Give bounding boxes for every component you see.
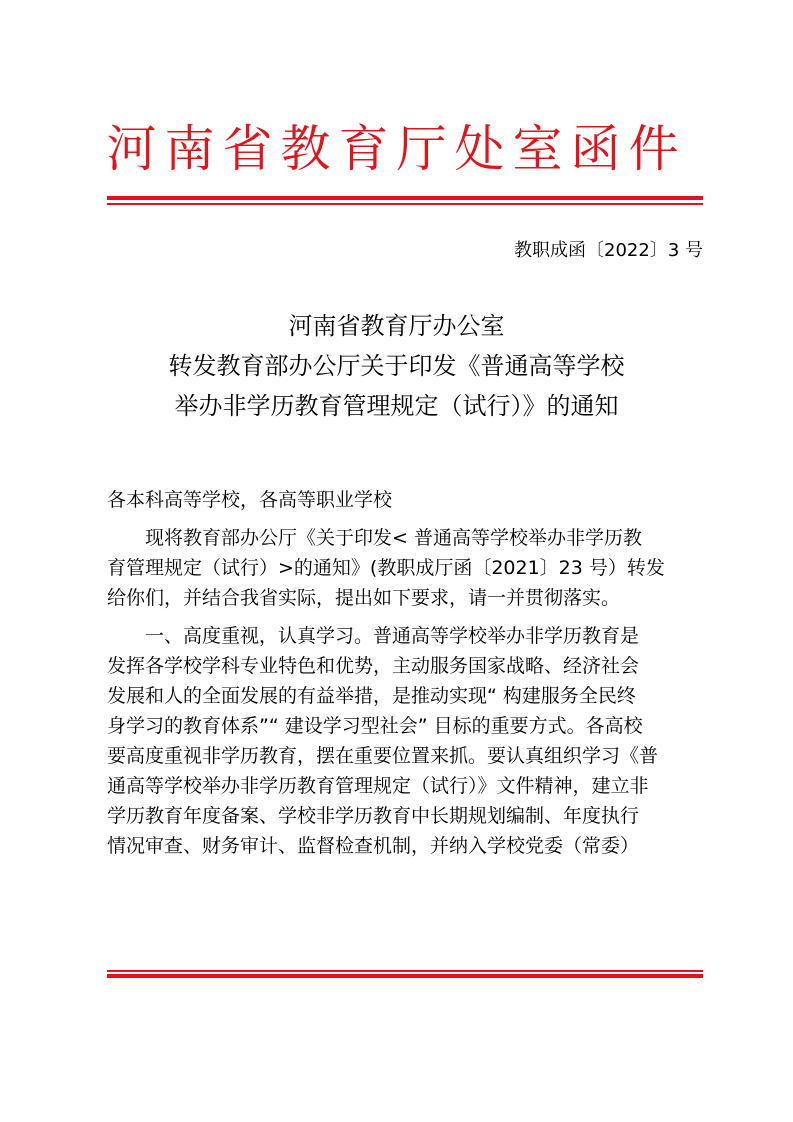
paragraph-line: 身学习的教育体系”“ 建设学习型社会” 目标的重要方式。各高校 — [107, 715, 643, 737]
paragraph-line: 要高度重视非学历教育，摆在重要位置来抓。要认真组织学习《普 — [107, 745, 659, 767]
paragraph-line: 一、高度重视，认真学习。普通高等学校举办非学历教育是 — [145, 625, 640, 647]
title-line: 举办非学历教育管理规定（试行）》的通知 — [174, 392, 619, 420]
document-number: 教职成函〔2022〕3 号 — [514, 240, 703, 261]
paragraph-1 — [107, 523, 707, 613]
paragraph-line: 学历教育年度备案、学校非学历教育中长期规划编制、年度执行 — [107, 805, 640, 827]
document-body — [107, 485, 707, 861]
paragraph-line: 通高等学校举办非学历教育管理规定（试行）》文件精神，建立非 — [107, 775, 649, 797]
paragraph-line: 情况审查、财务审计、监督检查机制，并纳入学校党委（常委） — [107, 835, 640, 857]
paragraph-2 — [107, 621, 707, 861]
paragraph-line: 给你们，并结合我省实际，提出如下要求，请一并贯彻落实。 — [107, 587, 621, 609]
footer-rule-thick — [107, 974, 703, 978]
document-title — [0, 306, 793, 426]
masthead-rule-thick — [107, 196, 703, 200]
title-line: 河南省教育厅办公室 — [288, 312, 505, 340]
masthead-title: 河南省教育厅处室函件 — [106, 120, 687, 178]
footer-rule-thin — [107, 970, 703, 972]
title-line: 转发教育部办公厅关于印发《普通高等学校 — [168, 352, 625, 380]
salutation: 各本科高等学校，各高等职业学校 — [107, 489, 393, 511]
masthead-rule-thin — [107, 203, 703, 205]
paragraph-line: 育管理规定（试行）>的通知》(教职成厅函〔2021〕23 号）转发 — [107, 557, 665, 579]
paragraph-line: 发展和人的全面发展的有益举措，是推动实现“ 构建服务全民终 — [107, 685, 636, 707]
paragraph-line: 发挥各学校学科专业特色和优势，主动服务国家战略、经济社会 — [107, 655, 640, 677]
paragraph-line: 现将教育部办公厅《关于印发< 普通高等学校举办非学历教 — [145, 527, 642, 549]
